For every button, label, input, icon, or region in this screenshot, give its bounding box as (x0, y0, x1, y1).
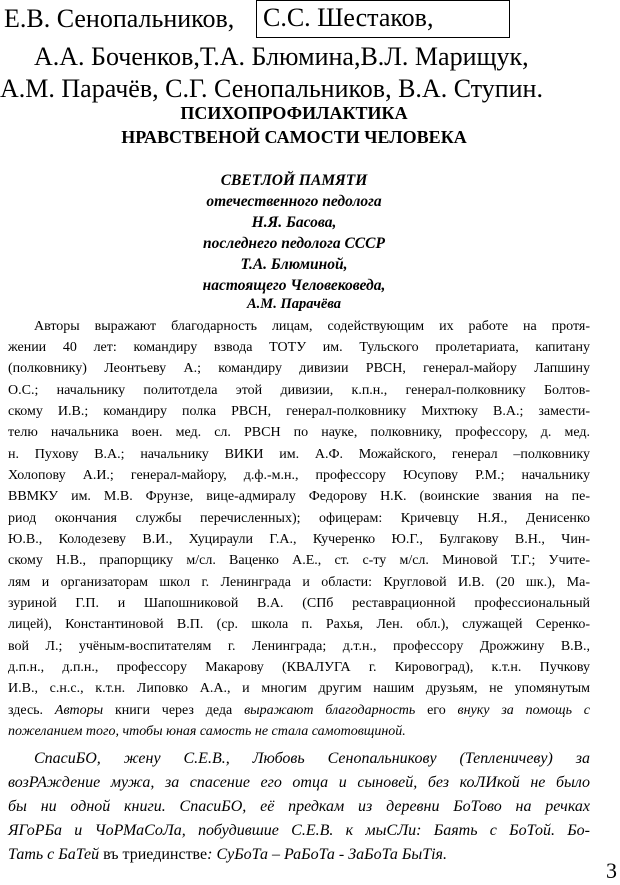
author-line-1: Е.В. Сенопальников, (4, 4, 235, 33)
dedication-line: СВЕТЛОЙ ПАМЯТИ (220, 172, 368, 189)
author-line-2: А.А. Боченков,Т.А. Блюмина,В.Л. Марищук, (34, 42, 529, 71)
author-boxed: С.С. Шестаков, (256, 0, 510, 38)
acknowledgement-line: н. Пухову В.А.; начальнику ВИКИ им. А.Ф. Можайского, генерал –полковнику (8, 447, 590, 462)
author-line-3: А.М. Парачёв, С.Г. Сенопальников, В.А. Ступин. (0, 74, 543, 103)
acknowledgement-line: Ю.В., Колодезеву В.И., Хуцираули Г.А., Кучеренко Ю.Г., Булгакову В.Н., Чин- (8, 532, 590, 547)
thanks-line: бы ни одной книги. СпасиБО, её предкам из деревни БоТово на речках (8, 798, 590, 815)
dedication-line: Н.Я. Басова, (251, 214, 337, 231)
ack-text: здесь. (8, 703, 55, 718)
thanks-line: ЯГоРБа и ЧоРМаСоЛа, побудившие С.Е.В. к мыСЛи: Баять с БоТой. Бо- (8, 822, 590, 839)
acknowledgement-line: лям и организаторам школ г. Ленинграда и области: Кругловой И.В. (20 шк.), Ма- (8, 575, 590, 590)
book-title-line-2: НРАВСТВЕНОЙ САМОСТИ ЧЕЛОВЕКА (121, 127, 467, 147)
acknowledgement-line: д.п.н., д.п.н., профессору Макарову (КВАЛУГА г. Кировоград), к.т.н. Пучкову (8, 660, 590, 675)
thanks-italic-text: : СуБоТа – РаБоТа - ЗаБоТа БыТія. (207, 846, 447, 863)
acknowledgement-line-mixed (8, 700, 590, 721)
acknowledgement-line: вой Л.; учёным-воспитателям г. Ленинграда; д.т.н., профессору Дрожжину В.В., (8, 639, 590, 654)
dedication-line: отечественного педолога (206, 193, 382, 210)
acknowledgement-line: ВВМКУ им. М.В. Фрунзе, вице-адмиралу Федорову Н.К. (воинские звания на пе- (8, 489, 590, 504)
acknowledgement-line: жении 40 лет: командиру взвода ТОТУ им. Тульского пролетариата, капитану (8, 340, 590, 355)
dedication-line: настоящего Человековеда, (202, 277, 386, 294)
acknowledgement-line: И.В., с.н.с., к.т.н. Липовко А.А., и многим другим нашим друзьям, не упомянутым (8, 681, 590, 696)
thanks-text: въ триединстве (99, 846, 208, 863)
acknowledgement-line: Холопову А.И.; генерал-майору, д.ф.-м.н., профессору Юсупову Р.М.; начальнику (8, 468, 590, 483)
ack-italic-text: Авторы (54, 703, 104, 718)
acknowledgement-line: зуриной Г.П. и Шапошниковой В.А. (СПб реставрационной профессиональный (8, 596, 590, 611)
acknowledgement-line: Авторы выражают благодарность лицам, содействующим их работе на протя- (34, 319, 590, 334)
ack-italic-text: выражают благодарность (244, 703, 416, 718)
ack-text: книги через деда (103, 703, 245, 718)
thanks-line: возРАждение мужа, за спасение его отца и сыновей, без коЛИкой не было (8, 774, 590, 791)
thanks-italic-text: Тать с БаТей (8, 846, 100, 863)
acknowledgement-line: телю начальника воен. мед. сл. РВСН по науке, полковнику, профессору, д. мед. (8, 425, 590, 440)
acknowledgement-line: лицей), Константиновой В.П. (ср. школа п. Рахья, Лен. обл.), служащей Серенко- (8, 617, 590, 632)
dedication-line: А.М. Парачёва (247, 296, 341, 312)
acknowledgement-line: скому И.В.; командиру полка РВСН, генерал-полковнику Михтюку В.А.; замести- (8, 404, 590, 419)
dedication-line: Т.А. Блюминой, (240, 256, 348, 273)
ack-italic-text: внуку за помощь с (457, 703, 590, 718)
thanks-line-mixed (8, 843, 590, 867)
book-title-line-1: ПСИХОПРОФИЛАКТИКА (180, 103, 408, 123)
acknowledgement-line: О.С.; начальнику политотдела этой дивизии, к.п.н., генерал-полковнику Болтов- (8, 383, 590, 398)
thanks-line: СпасиБО, жену С.Е.В., Любовь Сенопальникову (Тепленичеву) за (34, 750, 590, 767)
acknowledgement-line: скому Н.В., прапорщику м/сл. Ваценко А.Е., ст. с-ту м/сл. Миновой Т.Г.; Учите- (8, 553, 590, 568)
ack-text: его (415, 703, 458, 718)
dedication-line: последнего педолога СССР (203, 235, 385, 252)
acknowledgement-line: (полковнику) Леонтьеву А.; командиру дивизии РВСН, генерал-майору Лапшину (8, 361, 590, 376)
acknowledgement-line: пожеланием того, чтобы юная самость не стала самотовщиной. (8, 724, 406, 739)
acknowledgement-line: риод окончания службы перечисленных); офицерам: Кричевцу Н.Я., Денисенко (8, 511, 590, 526)
page-number: 3 (606, 858, 617, 883)
